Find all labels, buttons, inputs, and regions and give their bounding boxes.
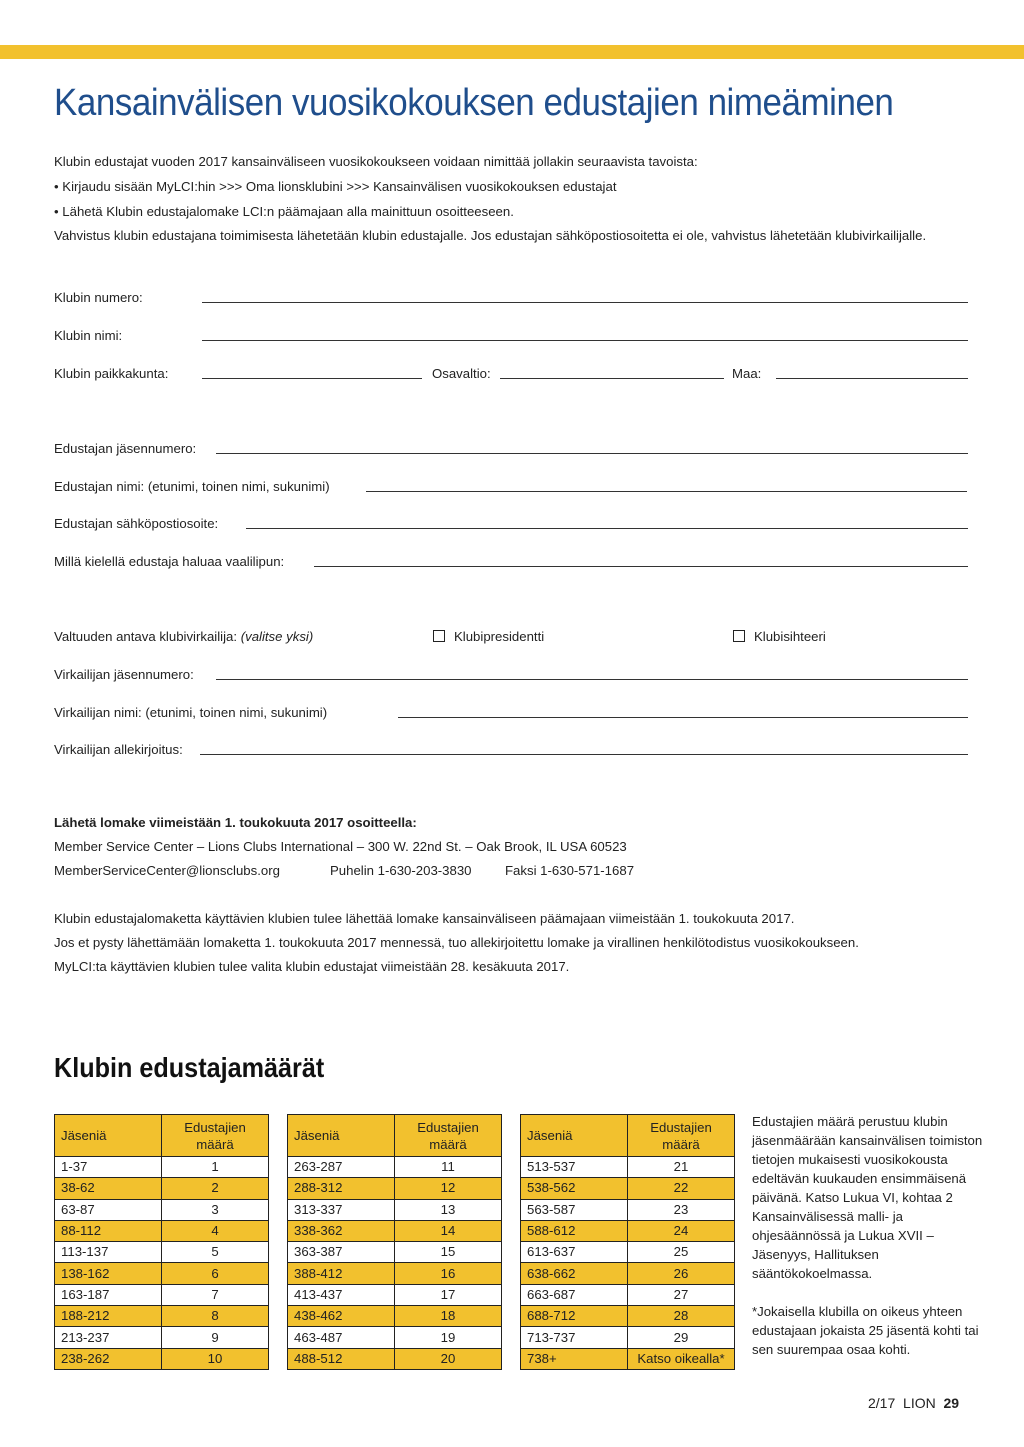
officer-signature-field[interactable] <box>200 754 968 755</box>
table-row <box>55 1157 269 1178</box>
members-cell: 463-487 <box>288 1327 395 1348</box>
members-cell: 588-612 <box>521 1220 628 1241</box>
club-number-label: Klubin numero: <box>54 290 143 305</box>
delegates-cell: 2 <box>162 1178 269 1199</box>
officer-member-no-label: Virkailijan jäsennumero: <box>54 667 194 682</box>
delegates-cell: 8 <box>162 1306 269 1327</box>
members-cell: 188-212 <box>55 1306 162 1327</box>
members-cell: 688-712 <box>521 1306 628 1327</box>
delegates-cell: 11 <box>395 1157 502 1178</box>
send-address: Member Service Center – Lions Clubs International – 300 W. 22nd St. – Oak Brook, IL USA 60523 <box>54 839 627 854</box>
table-row <box>288 1263 502 1284</box>
table-row <box>55 1327 269 1348</box>
delegates-cell: 22 <box>628 1178 735 1199</box>
delegates-cell: 18 <box>395 1306 502 1327</box>
col-delegates-header: Edustajien määrä <box>628 1115 735 1157</box>
delegate-table-heading: Klubin edustajamäärät <box>54 1052 325 1083</box>
club-name-label: Klubin nimi: <box>54 328 123 343</box>
table-row <box>55 1348 269 1369</box>
members-cell: 63-87 <box>55 1199 162 1220</box>
table-row <box>55 1242 269 1263</box>
table-header-row <box>55 1115 269 1157</box>
table-row <box>521 1242 735 1263</box>
table-row <box>288 1284 502 1305</box>
table-row <box>55 1199 269 1220</box>
col-delegates-header: Edustajien määrä <box>162 1115 269 1157</box>
send-fax: Faksi 1-630-571-1687 <box>505 863 635 878</box>
delegate-language-field[interactable] <box>314 566 968 567</box>
delegate-name-label: Edustajan nimi: (etunimi, toinen nimi, sukunimi) <box>54 479 330 494</box>
note-2: Jos et pysty lähettämään lomaketta 1. toukokuuta 2017 mennessä, tuo allekirjoitettu lomake ja virallinen henkilötodistus vuosikokoukseen. <box>54 935 859 950</box>
choose-one-hint: (valitse yksi) <box>240 629 314 644</box>
delegates-cell: 12 <box>395 1178 502 1199</box>
officer-name-label: Virkailijan nimi: (etunimi, toinen nimi, sukunimi) <box>54 705 328 720</box>
members-cell: 263-287 <box>288 1157 395 1178</box>
members-cell: 488-512 <box>288 1348 395 1369</box>
members-cell: 738+ <box>521 1348 628 1369</box>
delegates-cell: 13 <box>395 1199 502 1220</box>
delegate-member-no-field[interactable] <box>216 453 968 454</box>
president-checkbox[interactable] <box>433 630 445 642</box>
members-cell: 288-312 <box>288 1178 395 1199</box>
certifying-officer-text: Valtuuden antava klubivirkailija: <box>54 629 238 644</box>
delegates-cell: 20 <box>395 1348 502 1369</box>
members-cell: 663-687 <box>521 1284 628 1305</box>
members-cell: 563-587 <box>521 1199 628 1220</box>
col-members-header: Jäseniä <box>521 1115 628 1157</box>
club-state-field[interactable] <box>500 378 724 379</box>
delegate-member-no-label: Edustajan jäsennumero: <box>54 441 197 456</box>
members-cell: 113-137 <box>55 1242 162 1263</box>
members-cell: 313-337 <box>288 1199 395 1220</box>
delegates-cell: 25 <box>628 1242 735 1263</box>
table-row <box>521 1220 735 1241</box>
table-row <box>521 1348 735 1369</box>
members-cell: 1-37 <box>55 1157 162 1178</box>
table-row <box>288 1306 502 1327</box>
note-1: Klubin edustajalomaketta käyttävien klubien tulee lähettää lomake kansainväliseen päämajaan viimeistään 1. toukokuuta 2017. <box>54 911 795 926</box>
delegates-cell: 15 <box>395 1242 502 1263</box>
certifying-officer-label <box>54 629 313 645</box>
footnote: *Jokaisella klubilla on oikeus yhteen edustajaan jokaista 25 jäsentä kohti tai sen suurempaa osaa kohti. <box>752 1304 979 1357</box>
members-cell: 513-537 <box>521 1157 628 1178</box>
officer-name-field[interactable] <box>398 717 968 718</box>
intro-bullet-2: • Lähetä Klubin edustajalomake LCI:n päämajaan alla mainittuun osoitteeseen. <box>54 204 514 220</box>
club-name-field[interactable] <box>202 340 968 341</box>
table-row <box>55 1284 269 1305</box>
footer-page-number: 29 <box>943 1395 960 1411</box>
option-president-label: Klubipresidentti <box>454 629 545 644</box>
officer-signature-label: Virkailijan allekirjoitus: <box>54 742 183 757</box>
secretary-checkbox[interactable] <box>733 630 745 642</box>
table-row <box>521 1157 735 1178</box>
members-cell: 413-437 <box>288 1284 395 1305</box>
delegates-cell: 21 <box>628 1157 735 1178</box>
delegates-cell: 10 <box>162 1348 269 1369</box>
club-city-label: Klubin paikkakunta: <box>54 366 169 381</box>
table-row <box>288 1242 502 1263</box>
col-delegates-header: Edustajien määrä <box>395 1115 502 1157</box>
members-cell: 363-387 <box>288 1242 395 1263</box>
col-members-header: Jäseniä <box>288 1115 395 1157</box>
club-state-label: Osavaltio: <box>432 366 491 381</box>
delegates-cell: 26 <box>628 1263 735 1284</box>
send-email[interactable]: MemberServiceCenter@lionsclubs.org <box>54 863 280 878</box>
club-country-field[interactable] <box>776 378 968 379</box>
delegate-table-3 <box>520 1114 735 1370</box>
top-accent-bar <box>0 45 1024 59</box>
side-note <box>752 1112 992 1359</box>
delegates-cell: 27 <box>628 1284 735 1305</box>
page-footer <box>868 1395 959 1411</box>
table-header-row <box>521 1115 735 1157</box>
members-cell: 338-362 <box>288 1220 395 1241</box>
col-members-header: Jäseniä <box>55 1115 162 1157</box>
members-cell: 88-112 <box>55 1220 162 1241</box>
delegates-cell: 17 <box>395 1284 502 1305</box>
table-row <box>521 1199 735 1220</box>
delegates-cell: Katso oikealla* <box>628 1348 735 1369</box>
members-cell: 438-462 <box>288 1306 395 1327</box>
delegates-cell: 1 <box>162 1157 269 1178</box>
delegates-cell: 16 <box>395 1263 502 1284</box>
delegates-cell: 29 <box>628 1327 735 1348</box>
table-row <box>288 1178 502 1199</box>
club-city-field[interactable] <box>202 378 422 379</box>
club-country-label: Maa: <box>732 366 762 381</box>
delegate-name-field[interactable] <box>366 491 967 492</box>
delegates-cell: 7 <box>162 1284 269 1305</box>
delegates-cell: 9 <box>162 1327 269 1348</box>
delegates-cell: 5 <box>162 1242 269 1263</box>
delegate-email-field[interactable] <box>246 528 968 529</box>
page-title: Kansainvälisen vuosikokouksen edustajien nimeäminen <box>54 82 894 124</box>
delegates-cell: 19 <box>395 1327 502 1348</box>
delegates-cell: 14 <box>395 1220 502 1241</box>
table-row <box>521 1306 735 1327</box>
members-cell: 613-637 <box>521 1242 628 1263</box>
intro-note: Vahvistus klubin edustajana toimimisesta lähetetään klubin edustajalle. Jos edustajan sähköpostiosoitetta ei ole, vahvistus lähetetään klubivirkailijalle. <box>54 228 927 243</box>
footer-issue: 2/17 <box>868 1395 896 1411</box>
members-cell: 38-62 <box>55 1178 162 1199</box>
members-cell: 138-162 <box>55 1263 162 1284</box>
intro-lead: Klubin edustajat vuoden 2017 kansainväliseen vuosikokoukseen voidaan nimittää jollakin seuraavista tavoista: <box>54 154 698 169</box>
delegates-cell: 28 <box>628 1306 735 1327</box>
delegate-language-label: Millä kielellä edustaja haluaa vaalilipun: <box>54 554 285 569</box>
send-phone: Puhelin 1-630-203-3830 <box>330 863 472 878</box>
option-president[interactable] <box>433 629 544 645</box>
side-note-text: Edustajien määrä perustuu klubin jäsenmäärään kansainvälisen toimiston tietojen mukaisesti vuosikokousta edeltävän kuukauden ensimmäisenä päivänä. Katso Lukua VI, kohtaa 2 Kansainvälisessä malli- ja ohjesäännössä ja Lukua XVII – Jäsenyys, Hallituksen sääntökokoelmassa. <box>752 1114 983 1281</box>
table-row <box>288 1199 502 1220</box>
officer-member-no-field[interactable] <box>216 679 968 680</box>
delegate-table-1 <box>54 1114 269 1370</box>
intro-bullet-1: • Kirjaudu sisään MyLCI:hin >>> Oma lionsklubini >>> Kansainvälisen vuosikokouksen edustajat <box>54 179 616 195</box>
table-row <box>521 1178 735 1199</box>
delegates-cell: 23 <box>628 1199 735 1220</box>
delegate-email-label: Edustajan sähköpostiosoite: <box>54 516 219 531</box>
table-row <box>288 1327 502 1348</box>
delegates-cell: 4 <box>162 1220 269 1241</box>
table-row <box>521 1263 735 1284</box>
option-secretary[interactable] <box>733 629 826 645</box>
members-cell: 713-737 <box>521 1327 628 1348</box>
footer-magazine: LION <box>903 1395 936 1411</box>
table-row <box>288 1348 502 1369</box>
members-cell: 388-412 <box>288 1263 395 1284</box>
table-row <box>521 1284 735 1305</box>
send-heading: Lähetä lomake viimeistään 1. toukokuuta 2017 osoitteella: <box>54 815 417 830</box>
delegate-table-2 <box>287 1114 502 1370</box>
table-row <box>55 1263 269 1284</box>
delegates-cell: 3 <box>162 1199 269 1220</box>
note-3: MyLCI:ta käyttävien klubien tulee valita klubin edustajat viimeistään 28. kesäkuuta 2017. <box>54 959 570 974</box>
option-secretary-label: Klubisihteeri <box>754 629 826 644</box>
members-cell: 638-662 <box>521 1263 628 1284</box>
table-row <box>288 1157 502 1178</box>
table-row <box>55 1220 269 1241</box>
table-row <box>55 1306 269 1327</box>
members-cell: 213-237 <box>55 1327 162 1348</box>
table-row <box>55 1178 269 1199</box>
members-cell: 238-262 <box>55 1348 162 1369</box>
members-cell: 538-562 <box>521 1178 628 1199</box>
table-header-row <box>288 1115 502 1157</box>
club-number-field[interactable] <box>202 302 968 303</box>
delegates-cell: 6 <box>162 1263 269 1284</box>
members-cell: 163-187 <box>55 1284 162 1305</box>
table-row <box>521 1327 735 1348</box>
delegates-cell: 24 <box>628 1220 735 1241</box>
table-row <box>288 1220 502 1241</box>
